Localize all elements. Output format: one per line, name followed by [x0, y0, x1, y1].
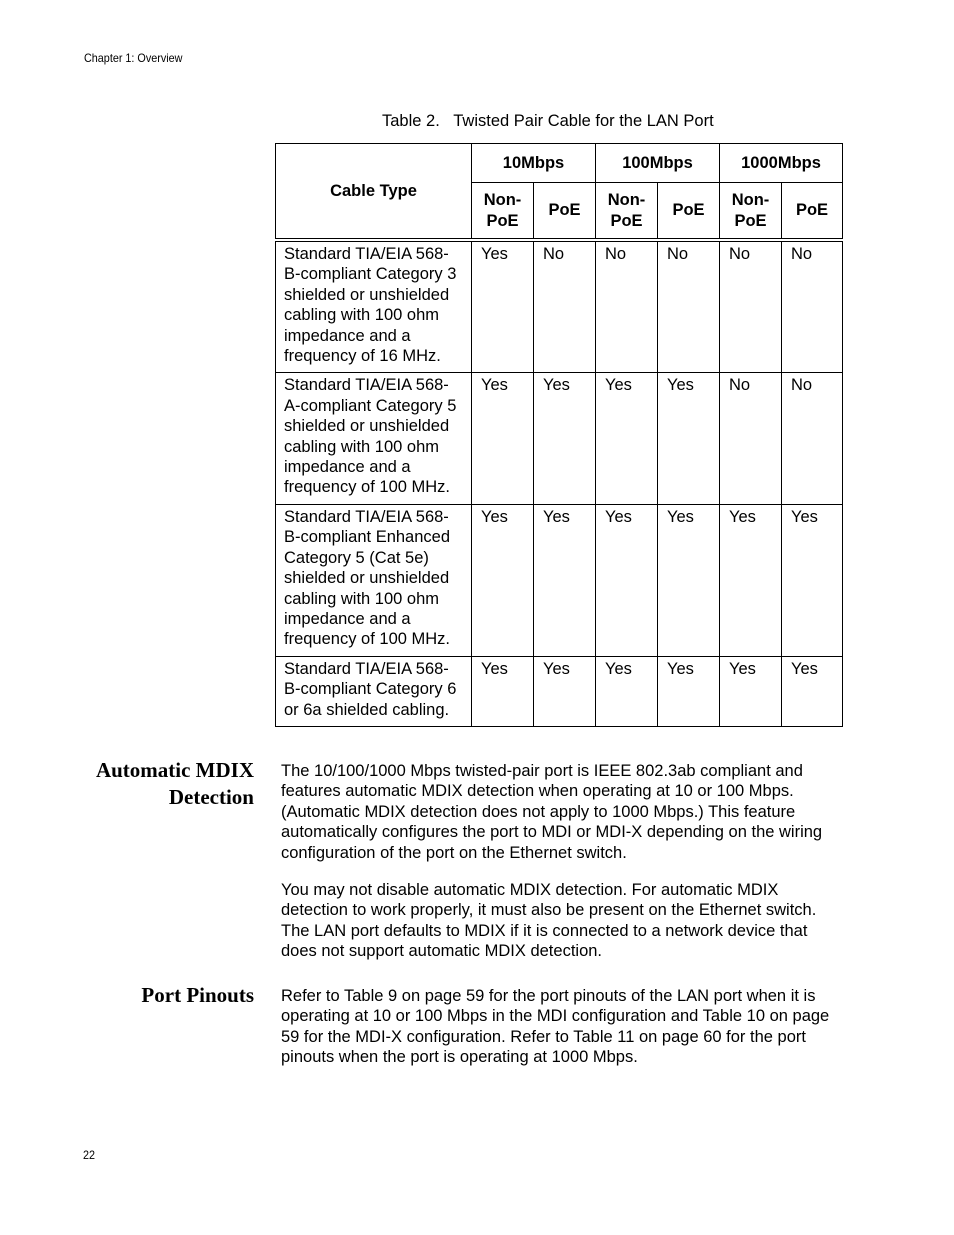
support-value: Yes — [534, 373, 596, 504]
mode-header: PoE — [782, 183, 843, 241]
support-value: No — [534, 240, 596, 373]
support-value: Yes — [782, 504, 843, 656]
page-number: 22 — [83, 1148, 96, 1162]
section-heading-port-pinouts — [141, 982, 254, 1009]
port-pinouts-paragraph: Refer to Table 9 on page 59 for the port pinouts of the LAN port when it is operating at 10 or 100 Mbps in the MDI configuration and Table 10 on page 59 for the MDI-X configuration. Refer to Table 11 on page 60 for the port pinouts when the port is operating at 1000 Mbps. — [281, 987, 830, 1067]
table-row — [276, 240, 843, 373]
support-value: Yes — [534, 504, 596, 656]
support-value: No — [720, 240, 782, 373]
section-heading-mdix — [96, 757, 254, 811]
mdix-paragraph: The 10/100/1000 Mbps twisted-pair port is IEEE 802.3ab compliant and features automatic MDIX detection when operating at 10 or 100 Mbps. (Automatic MDIX detection does not apply to 1000 Mbps.) This feature automatically configures the port to MDI or MDI-X depending on the wiring configuration of the port on the Ethernet switch. — [281, 762, 823, 862]
support-value: Yes — [782, 656, 843, 726]
support-value: Yes — [596, 656, 658, 726]
support-value: Yes — [472, 656, 534, 726]
support-value: No — [596, 240, 658, 373]
support-value: Yes — [472, 240, 534, 373]
support-value: Yes — [658, 504, 720, 656]
speed-header: 10Mbps — [472, 144, 596, 183]
table-row — [276, 373, 843, 504]
support-value: No — [658, 240, 720, 373]
support-value: No — [720, 373, 782, 504]
cable-description: Standard TIA/EIA 568-B-compliant Category 3 shielded or unshielded cabling with 100 ohm impedance and a frequency of 16 MHz. — [276, 240, 472, 373]
cable-description: Standard TIA/EIA 568-B-compliant Enhanced Category 5 (Cat 5e) shielded or unshielded cabling with 100 ohm impedance and a frequency of 100 MHz. — [276, 504, 472, 656]
support-value: Yes — [658, 373, 720, 504]
support-value: Yes — [658, 656, 720, 726]
heading-line: Detection — [168, 785, 254, 809]
mode-header: PoE — [658, 183, 720, 241]
support-value: Yes — [472, 504, 534, 656]
table-row — [276, 504, 843, 656]
mode-header: PoE — [534, 183, 596, 241]
cable-type-header: Cable Type — [276, 144, 472, 241]
support-value: Yes — [596, 373, 658, 504]
table-row — [276, 656, 843, 726]
mdix-paragraph: You may not disable automatic MDIX detection. For automatic MDIX detection to work properly, it must also be present on the Ethernet switch. The LAN port defaults to MDIX if it is connected to a network device that does not support automatic MDIX detection. — [281, 881, 817, 961]
support-value: Yes — [596, 504, 658, 656]
running-header: Chapter 1: Overview — [84, 51, 183, 65]
cable-description: Standard TIA/EIA 568-A-compliant Category 5 shielded or unshielded cabling with 100 ohm impedance and a frequency of 100 MHz. — [276, 373, 472, 504]
cable-description: Standard TIA/EIA 568-B-compliant Category 6 or 6a shielded cabling. — [276, 656, 472, 726]
support-value: No — [782, 240, 843, 373]
support-value: Yes — [720, 656, 782, 726]
speed-header: 100Mbps — [596, 144, 720, 183]
support-value: Yes — [720, 504, 782, 656]
heading-line: Port Pinouts — [141, 983, 254, 1007]
support-value: No — [782, 373, 843, 504]
mode-header: Non-PoE — [472, 183, 534, 241]
heading-line: Automatic MDIX — [95, 758, 254, 782]
support-value: Yes — [534, 656, 596, 726]
support-value: Yes — [472, 373, 534, 504]
table-caption: Table 2. Twisted Pair Cable for the LAN Port — [382, 112, 714, 130]
mode-header: Non-PoE — [720, 183, 782, 241]
cable-table — [275, 143, 843, 727]
speed-header: 1000Mbps — [720, 144, 843, 183]
mode-header: Non-PoE — [596, 183, 658, 241]
